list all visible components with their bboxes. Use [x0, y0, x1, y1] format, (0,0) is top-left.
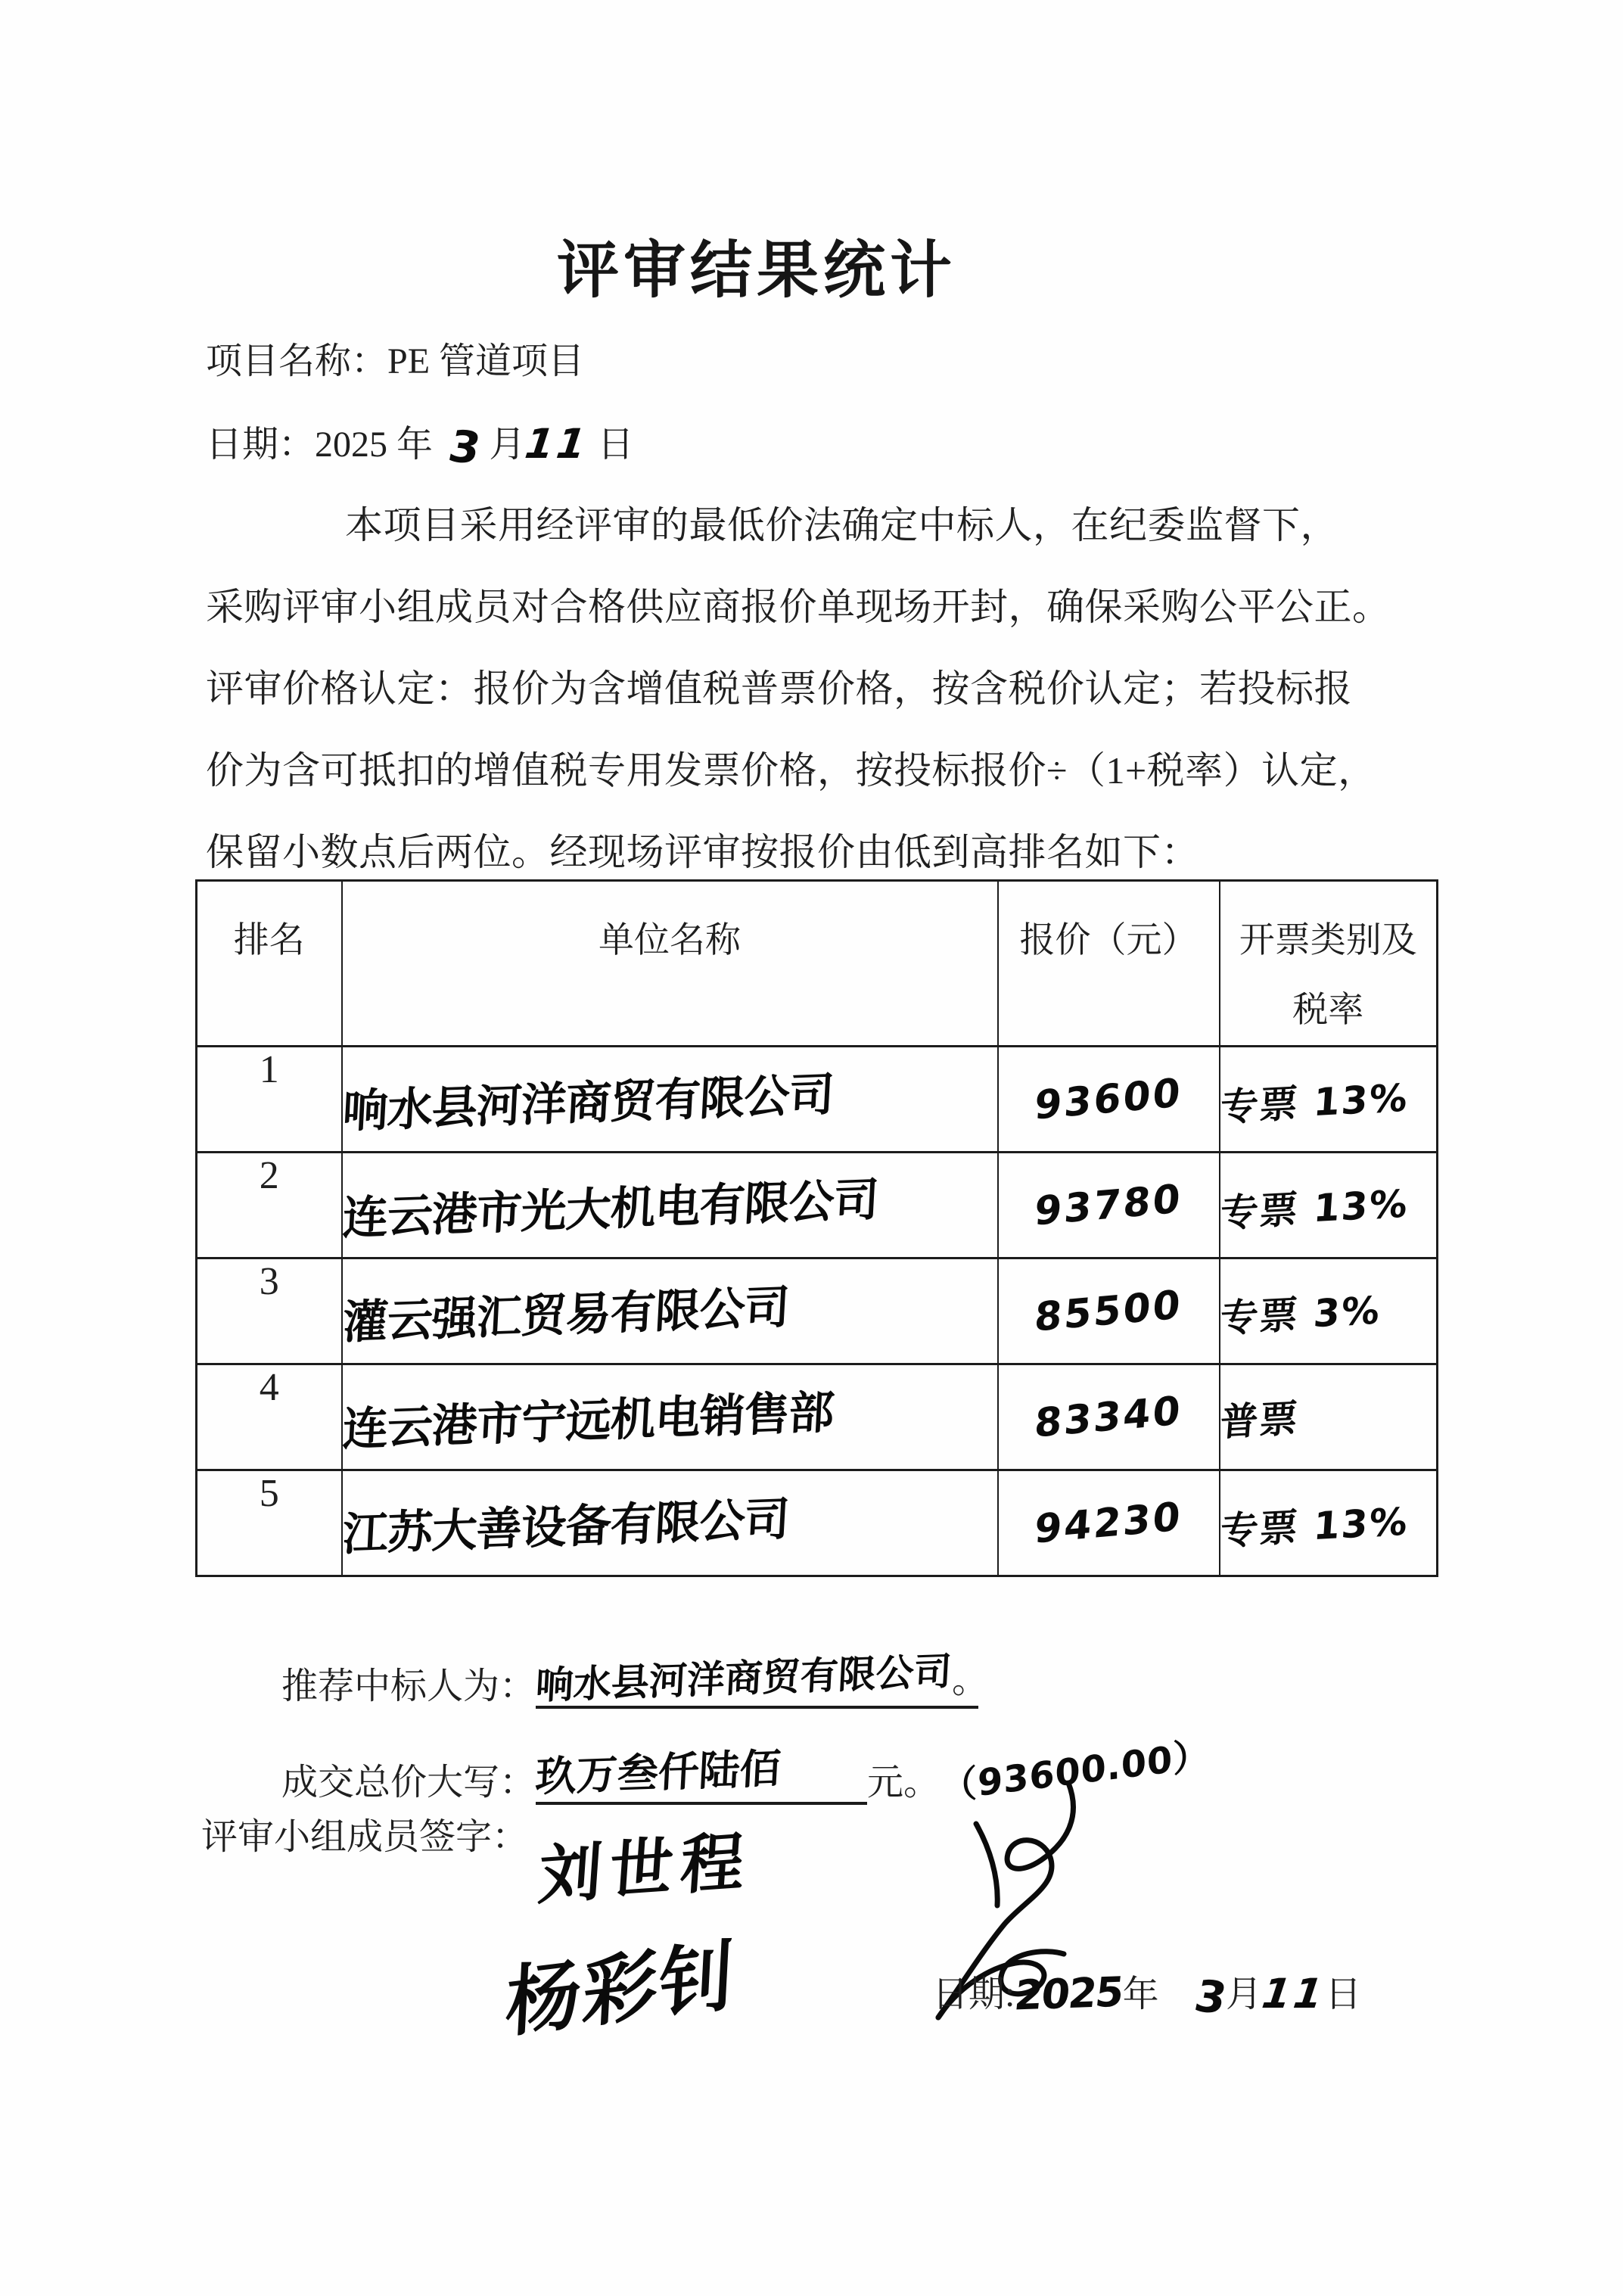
price-handwritten: 83340	[1033, 1387, 1184, 1447]
date-label: 日期：	[206, 425, 316, 465]
recommended-winner-label: 推荐中标人为：	[281, 1666, 536, 1706]
company-cell	[342, 1364, 998, 1470]
paragraph-line: 本项目采用经评审的最低价法确定中标人，在纪委监督下，	[345, 504, 1339, 546]
date-day-handwritten: 11	[518, 420, 596, 468]
total-amount-suffix: 元。	[867, 1762, 941, 1803]
tax-cell	[1220, 1258, 1438, 1364]
tax-handwritten: 普票	[1218, 1395, 1301, 1445]
total-amount-handwritten: 玖万叁仟陆佰	[534, 1744, 782, 1801]
price-handwritten: 94230	[1033, 1493, 1184, 1553]
company-handwritten: 连云港市宁远机电销售部	[340, 1386, 835, 1456]
paragraph-line: 价为含可抵扣的增值税专用发票价格，按投标报价÷（1+税率）认定，	[206, 749, 1376, 792]
bottom-date-label: 日期:	[932, 1974, 1015, 2014]
tax-handwritten: 专票 13%	[1218, 1075, 1410, 1130]
date-day-suffix: 日	[597, 425, 634, 465]
table-header-row	[197, 881, 1438, 1047]
bottom-date-month-handwritten: 3	[1189, 1970, 1232, 2024]
project-name-value: PE 管道项目	[387, 341, 585, 381]
tax-handwritten: 专票 3%	[1218, 1287, 1382, 1341]
tax-handwritten: 专票 13%	[1218, 1181, 1410, 1236]
tax-cell	[1220, 1470, 1438, 1576]
header-rank: 排名	[197, 881, 342, 1047]
signature-2-handwritten: 杨彩钊	[503, 1930, 738, 2049]
page-title: 评审结果统计	[556, 236, 956, 305]
recommended-winner-line	[281, 1648, 989, 1709]
header-price: 报价（元）	[998, 881, 1220, 1047]
date-month-handwritten: 3	[444, 420, 486, 474]
price-handwritten: 85500	[1033, 1281, 1184, 1341]
total-amount-label: 成交总价大写：	[281, 1762, 536, 1803]
price-handwritten: 93780	[1033, 1175, 1184, 1235]
body-paragraph	[206, 484, 1428, 893]
bottom-date-year-handwritten: 2025	[1012, 1968, 1125, 2020]
rank-cell: 4	[197, 1364, 342, 1470]
recommended-winner-blank	[534, 1648, 989, 1709]
paragraph-line: 采购评审小组成员对合格供应商报价单现场开封，确保采购公平公正。	[206, 586, 1391, 628]
price-cell	[998, 1364, 1220, 1470]
table-row	[197, 1258, 1438, 1364]
company-handwritten: 响水县河洋商贸有限公司	[340, 1068, 835, 1138]
bottom-date-day-suffix: 日	[1325, 1974, 1362, 2014]
company-cell	[342, 1470, 998, 1576]
date-month-suffix: 月	[489, 425, 526, 465]
price-cell	[998, 1470, 1220, 1576]
signatures-label: 评审小组成员签字：	[201, 1817, 529, 1857]
table-row	[197, 1153, 1438, 1258]
company-handwritten: 江苏大善设备有限公司	[340, 1492, 790, 1561]
date-line	[206, 415, 634, 474]
company-cell	[342, 1153, 998, 1258]
bottom-date-month-suffix: 月	[1226, 1974, 1263, 2014]
tax-cell	[1220, 1153, 1438, 1258]
price-cell	[998, 1258, 1220, 1364]
table-row	[197, 1047, 1438, 1153]
project-name-line	[206, 331, 584, 384]
price-handwritten: 93600	[1033, 1069, 1184, 1129]
paragraph-line: 评审价格认定：报价为含增值税普票价格，按含税价认定；若投标报	[206, 667, 1352, 710]
total-amount-numeric-handwritten: （93600.00）	[940, 1734, 1211, 1809]
rank-cell: 5	[197, 1470, 342, 1576]
bid-ranking-table	[195, 879, 1438, 1577]
table-row	[197, 1364, 1438, 1470]
table-row	[197, 1470, 1438, 1576]
tax-cell	[1220, 1047, 1438, 1153]
recommended-winner-handwritten: 响水县河洋商贸有限公司	[534, 1649, 953, 1708]
signature-1-handwritten: 刘世程	[536, 1823, 754, 1914]
rank-cell: 1	[197, 1047, 342, 1153]
company-cell	[342, 1258, 998, 1364]
paragraph-line: 保留小数点后两位。经现场评审按报价由低到高排名如下：	[206, 831, 1199, 873]
total-amount-blank	[536, 1741, 867, 1805]
price-cell	[998, 1153, 1220, 1258]
header-tax: 开票类别及税率	[1220, 881, 1438, 1047]
company-handwritten: 灌云强汇贸易有限公司	[340, 1280, 790, 1349]
bottom-date-year-suffix: 年	[1122, 1974, 1159, 2014]
bottom-date-line	[932, 1965, 1362, 2024]
project-name-label: 项目名称：	[206, 341, 388, 381]
company-cell	[342, 1047, 998, 1153]
rank-cell: 3	[197, 1258, 342, 1364]
price-cell	[998, 1047, 1220, 1153]
bottom-date-day-handwritten: 11	[1254, 1970, 1333, 2018]
recommended-winner-period: 。	[952, 1660, 989, 1700]
tax-handwritten: 专票 13%	[1218, 1498, 1410, 1554]
header-company: 单位名称	[342, 881, 998, 1047]
company-handwritten: 连云港市光大机电有限公司	[340, 1173, 879, 1245]
date-year: 2025	[315, 425, 388, 465]
tax-cell	[1220, 1364, 1438, 1470]
date-year-suffix: 年	[396, 425, 434, 465]
rank-cell: 2	[197, 1153, 342, 1258]
